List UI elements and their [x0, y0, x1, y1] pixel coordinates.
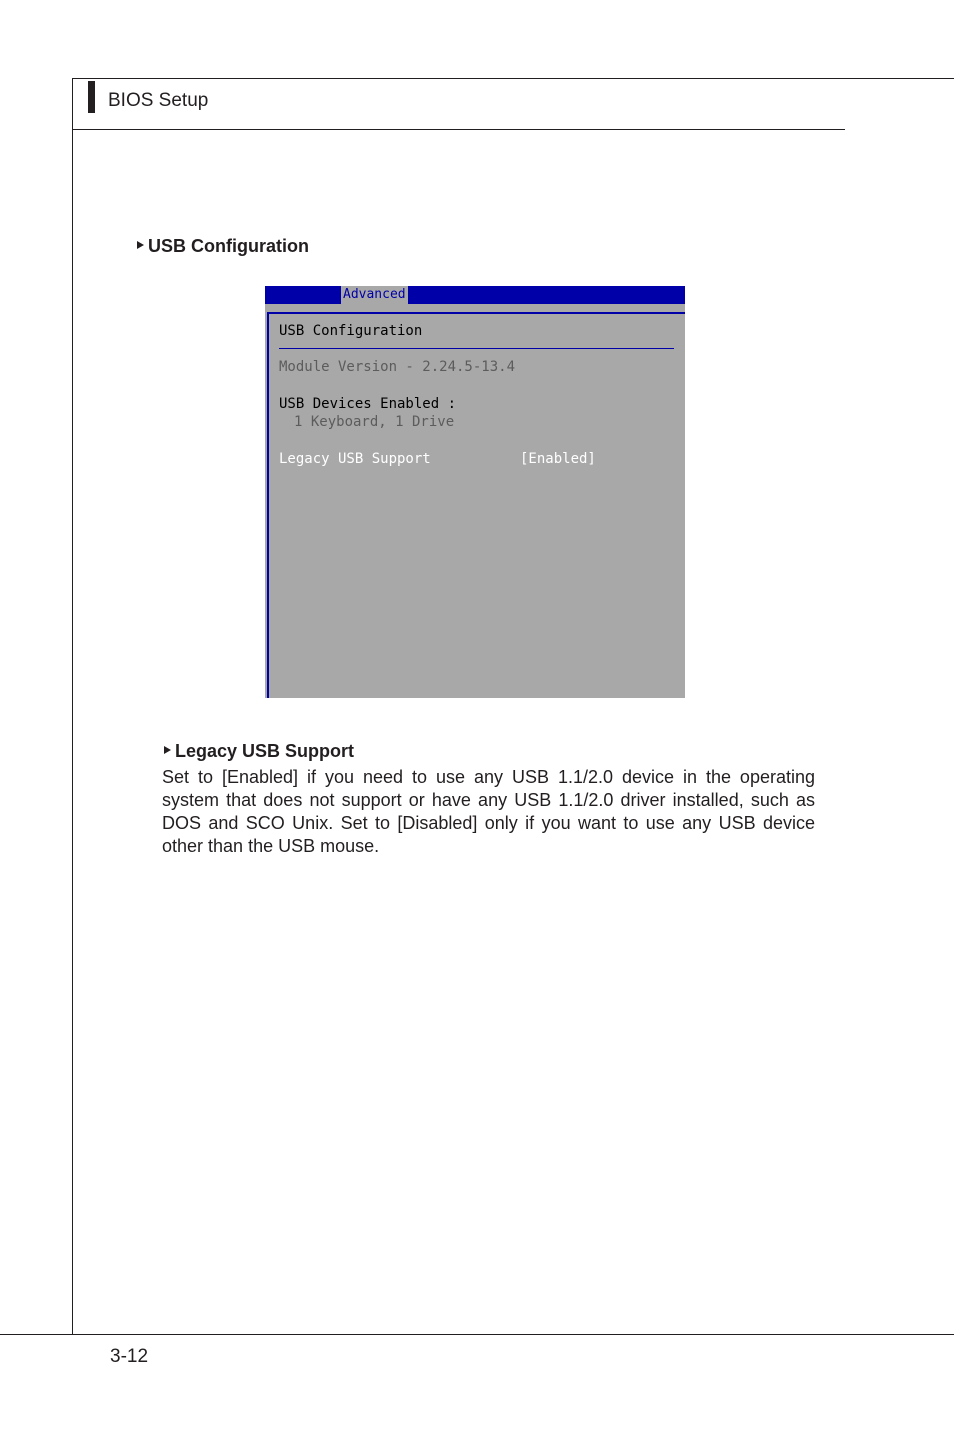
bios-title-separator — [279, 348, 674, 349]
bios-tab-advanced[interactable]: Advanced — [343, 287, 406, 302]
subsection-heading — [164, 740, 354, 762]
bios-panel-title: USB Configuration — [279, 323, 423, 339]
bios-module-version: Module Version - 2.24.5-13.4 — [279, 359, 516, 375]
bios-legacy-usb-value[interactable]: [Enabled] — [520, 451, 596, 467]
bios-screenshot — [265, 286, 685, 698]
page-header-title: BIOS Setup — [108, 90, 209, 111]
page-number: 3-12 — [110, 1346, 149, 1367]
bios-legacy-usb-label[interactable]: Legacy USB Support — [279, 451, 431, 467]
section-heading — [137, 235, 309, 257]
bottom-rule — [0, 1334, 954, 1335]
header-marker — [88, 81, 95, 113]
bios-devices-value: 1 Keyboard, 1 Drive — [294, 414, 455, 430]
bios-devices-label: USB Devices Enabled : — [279, 396, 457, 412]
left-margin-rule — [72, 78, 73, 1335]
section-heading-text: USB Configuration — [148, 236, 309, 256]
triangle-bullet-icon — [137, 241, 144, 249]
bios-tab-bar — [265, 286, 685, 304]
subsection-body: Set to [Enabled] if you need to use any USB 1.1/2.0 device in the operating system that does not support or have any USB 1.1/2.0 driver installed, such as DOS and SCO Unix. Set to [Disabled] only if you want to use any USB device other than the USB mouse. — [162, 767, 815, 856]
top-rule — [72, 78, 954, 79]
triangle-bullet-icon — [164, 746, 171, 754]
subsection-heading-text: Legacy USB Support — [175, 741, 355, 761]
header-underline — [72, 129, 845, 130]
